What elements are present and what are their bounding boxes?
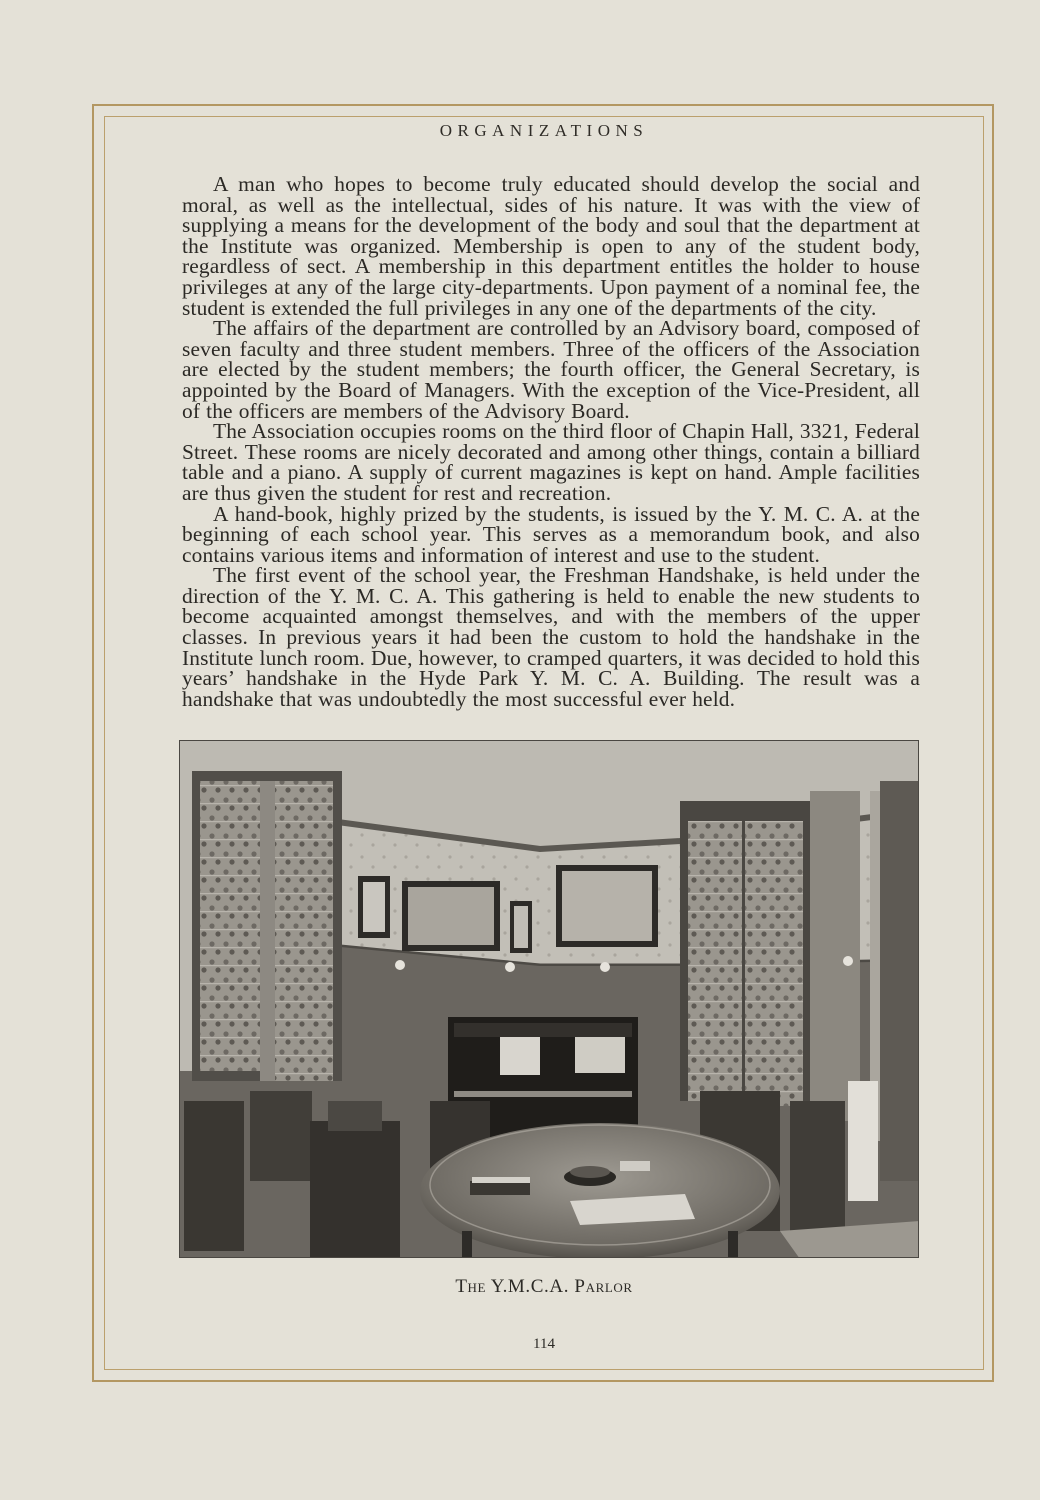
caption-text: The Y.M.C.A. Parlor <box>455 1276 633 1297</box>
page-number: 114 <box>533 1336 555 1352</box>
paragraph-2: The affairs of the department are controlled by an Advisory board, composed of seven faculty and three student members. Three of the officers of the Association are elected by the student members; the fourth officer, the General Secretary, is appointed by the Board of Managers. With the exception of the Vice-President, all of the officers are members of the Advisory Board. <box>182 316 920 423</box>
section-heading: ORGANIZATIONS <box>439 121 649 140</box>
paragraph-4: A hand-book, highly prized by the students, is issued by the Y. M. C. A. at the beginning of each school year. This serves as a memorandum book, and also contains various items and information of interest and use to the student. <box>182 501 920 567</box>
article-body <box>182 174 920 709</box>
photo-caption <box>104 1276 984 1298</box>
parlor-photograph <box>179 740 919 1258</box>
paragraph-1: A man who hopes to become truly educated should develop the social and moral, as well as the intellectual, sides of his nature. It was with the view of supplying a means for the development of the body and soul that the department at the Institute was organized. Membership is open to any of the student body, regardless of sect. A membership in this department entitles the holder to house privileges at any of the large city-departments. Upon payment of a nominal fee, the student is extended the full privileges in any one of the departments of the city. <box>182 172 920 320</box>
paragraph-5: The first event of the school year, the Freshman Handshake, is held under the direction of the Y. M. C. A. This gathering is held to enable the new students to become acquainted amongst themselves, and with the members of the upper classes. In previous years it had been the custom to hold the handshake in the Institute lunch room. Due, however, to cramped quarters, it was decided to hold this years’ handshake in the Hyde Park Y. M. C. A. Building. The result was a handshake that was undoubtedly the most successful ever held. <box>182 563 920 711</box>
paragraph-3: The Association occupies rooms on the third floor of Chapin Hall, 3321, Federal Street. These rooms are nicely decorated and among other things, contain a billiard table and a piano. A supply of current magazines is kept on hand. Ample facilities are thus given the student for rest and recreation. <box>182 419 920 505</box>
